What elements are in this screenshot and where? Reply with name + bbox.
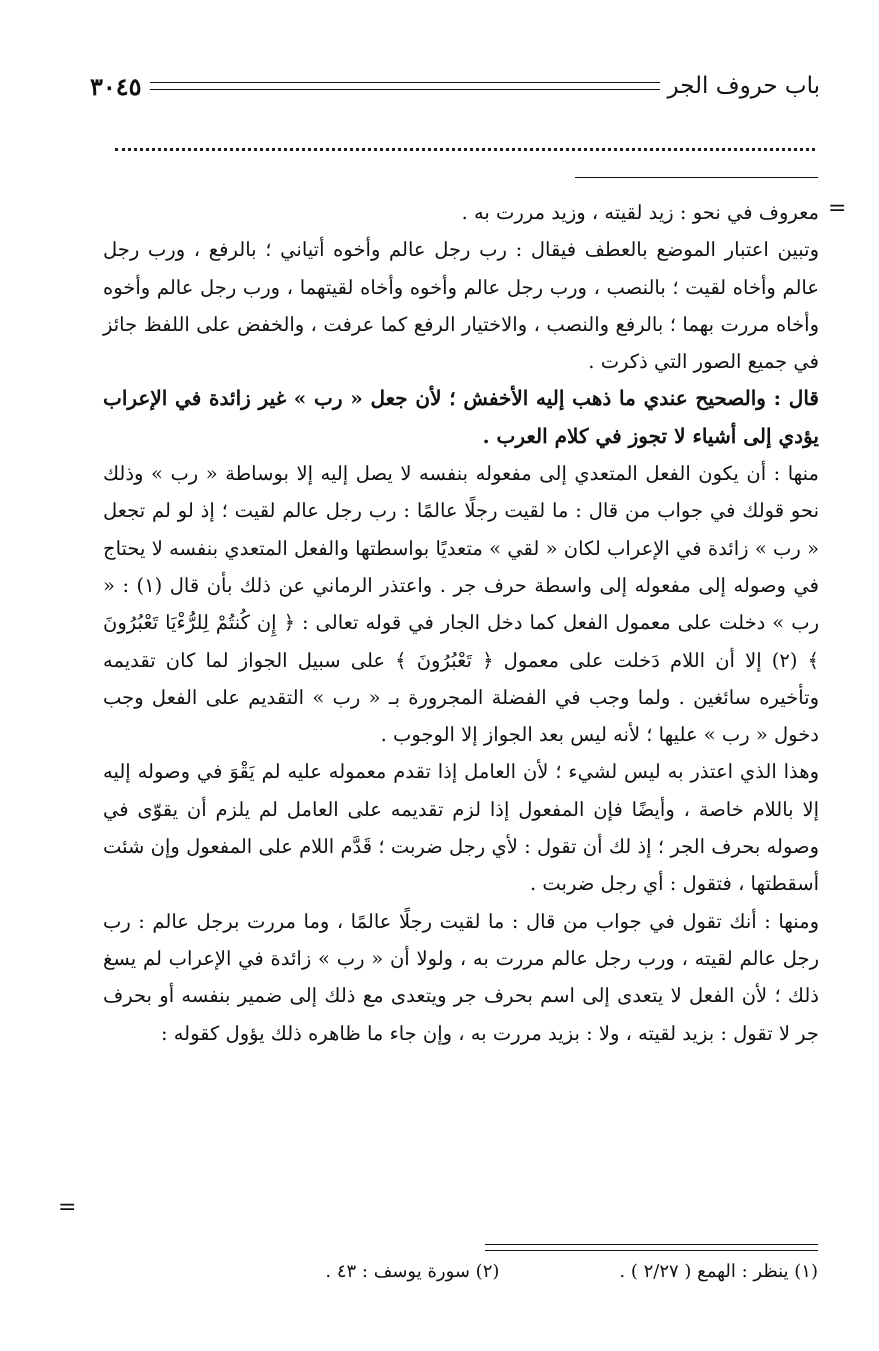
continuation-mark-top: =	[828, 196, 847, 221]
footnote-rule	[485, 1244, 818, 1251]
paragraph-4: منها : أن يكون الفعل المتعدي إلى مفعوله بنفسه لا يصل إليه إلا بوساطة « رب » وذلك نحو قولك في جواب من قال : ما لقيت رجلًا عالمًا : رب رجل عالم لقيت ؛ إذ لو لم تجعل « رب » زائدة في الإعراب لكان « لقي » متعديًا بواسطتها والفعل المتعدي بنفسه لا يحتاج في وصوله إلى مفعوله إلى واسطة حرف جر . واعتذر الرماني عن ذلك بأن قال (١) : « رب » دخلت على معمول الفعل كما دخل الجار في قوله تعالى : ﴿ إِن كُنتُمْ لِلرُّءْيَا تَعْبُرُونَ ﴾ (٢) إلا أن اللام دَخلت على معمول ﴿ تَعْبُرُونَ ﴾ على سبيل الجواز لما كان تقديمه وتأخيره سائغين . ولما وجب في الفضلة المجرورة بـ « رب » التقديم على الفعل وجب دخول « رب » عليها ؛ لأنه ليس بعد الجواز إلا الوجوب .	[103, 462, 819, 747]
continuation-mark-bottom: =	[58, 1195, 77, 1220]
header-rule	[150, 82, 660, 90]
paragraph-5: وهذا الذي اعتذر به ليس لشيء ؛ لأن العامل إذا تقدم معموله عليه لم يَقْوَ في وصوله إليه إلا باللام خاصة ، وأيضًا فإن المفعول إذا لزم تقديمه على العامل لم يلزم أن يقوّى في وصوله بحرف الجر ؛ إذ لك أن تقول : لأي رجل ضربت ؛ قَدَّم اللام على المفعول وإن شئت أسقطتها ، فتقول : أي رجل ضربت .	[103, 760, 819, 896]
page-header	[90, 66, 820, 106]
continuation-rule	[575, 177, 818, 178]
main-text	[103, 194, 819, 1052]
footnote-1: (١) ينظر : الهمع ( ٢/٢٧ ) .	[619, 1261, 818, 1282]
paragraph-1: معروف في نحو : زيد لقيته ، وزيد مررت به .	[461, 201, 819, 224]
footnotes	[200, 1261, 818, 1282]
paragraph-6: ومنها : أنك تقول في جواب من قال : ما لقيت رجلًا عالمًا ، وما مررت برجل عالم : رب رجل عالم لقيته ، ورب رجل عالم مررت به ، ولولا أن « رب » زائدة في الإعراب لم يسغ ذلك ؛ لأن الفعل لا يتعدى إلى اسم بحرف جر ويتعدى مع ذلك إلى ضمير بنفسه أو بحرف جر لا تقول : بزيد لقيته ، ولا : بزيد مررت به ، وإن جاء ما ظاهره ذلك يؤول كقوله :	[103, 909, 819, 1045]
page-number: ٣٠٤٥	[90, 71, 142, 101]
footnote-2: (٢) سورة يوسف : ٤٣ .	[325, 1261, 500, 1282]
paragraph-2: وتبين اعتبار الموضع بالعطف فيقال : رب رجل عالم وأخوه أتياني ؛ بالرفع ، ورب رجل عالم وأخاه لقيت ؛ بالنصب ، ورب رجل عالم وأخوه وأخاه لقيتهما ، ورب رجل عالم وأخوه وأخاه مررت بهما ؛ بالرفع والنصب ، والاختيار الرفع كما عرفت ، والخفض على اللفظ جائز في جميع الصور التي ذكرت .	[103, 238, 819, 374]
paragraph-3-quote: قال : والصحيح عندي ما ذهب إليه الأخفش ؛ لأن جعل « رب » غير زائدة في الإعراب يؤدي إلى أشياء لا تجوز في كلام العرب .	[103, 386, 819, 448]
chapter-title: باب حروف الجر	[667, 73, 820, 99]
dotted-separator	[115, 148, 815, 151]
